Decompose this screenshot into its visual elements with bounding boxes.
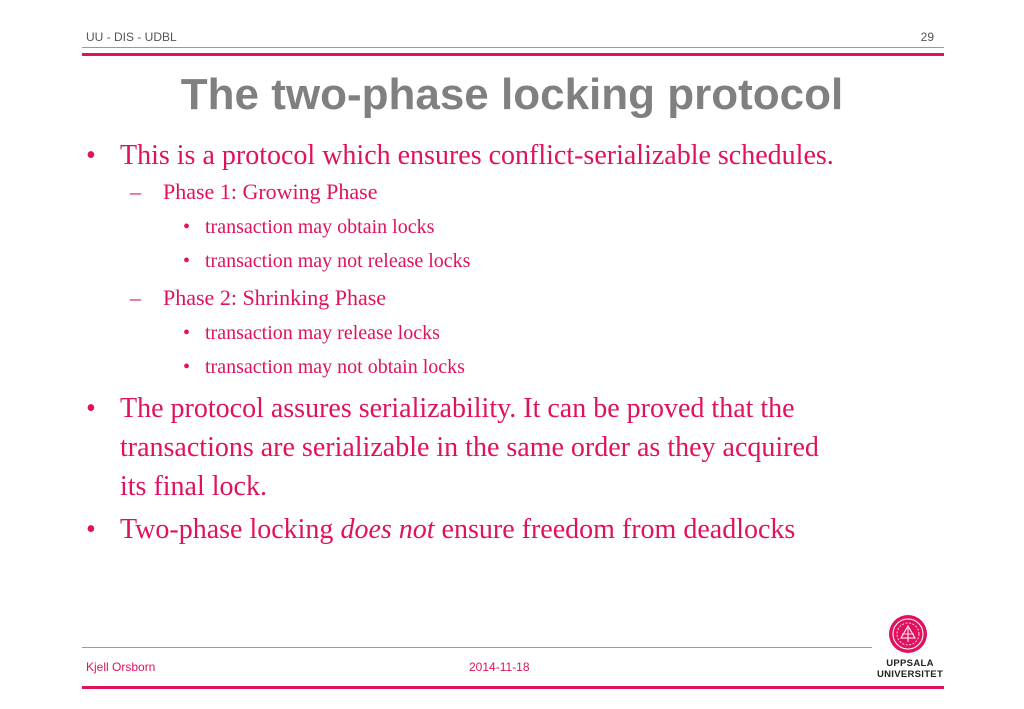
bullet-3: • xyxy=(86,514,96,545)
university-name xyxy=(870,658,950,680)
phase-1-label: Phase 1: Growing Phase xyxy=(163,179,378,204)
footer-author: Kjell Orsborn xyxy=(86,660,156,674)
dash-phase-2: – xyxy=(130,285,141,310)
sub-bullet-1a: • xyxy=(183,216,191,238)
university-seal-icon xyxy=(888,614,928,654)
slide-title: The two-phase locking protocol xyxy=(180,70,844,119)
sub-bullet-1b: • xyxy=(183,250,191,272)
header-rule-accent xyxy=(82,53,944,56)
point-3-emphasis: does not xyxy=(340,514,435,545)
dash-phase-1: – xyxy=(130,179,141,204)
sub-bullet-2a: • xyxy=(183,322,191,344)
page-number: 29 xyxy=(920,30,934,44)
footer-rule-accent xyxy=(82,686,944,689)
point-1-text: This is a protocol which ensures conflict-serializable schedules. xyxy=(120,140,834,171)
phase-1-item-2: transaction may not release locks xyxy=(205,250,471,272)
phase-2-label: Phase 2: Shrinking Phase xyxy=(163,285,387,310)
phase-1-item-1: transaction may obtain locks xyxy=(205,216,435,238)
sub-bullet-2b: • xyxy=(183,356,191,378)
point-3-before: Two-phase locking xyxy=(120,514,341,545)
footer-rule-grey xyxy=(82,647,872,648)
bullet-2: • xyxy=(86,393,96,424)
university-name-line-1: UPPSALA xyxy=(886,658,934,669)
point-3-after: ensure freedom from deadlocks xyxy=(434,514,796,545)
header-course: UU - DIS - UDBL xyxy=(86,30,177,44)
point-2-line-2: transactions are serializable in the same order as they acquired xyxy=(120,432,819,463)
footer-date: 2014-11-18 xyxy=(469,660,530,674)
bullet-1: • xyxy=(86,140,96,171)
point-2-line-1: The protocol assures serializability. It can be proved that the xyxy=(120,393,795,424)
header-rule-grey xyxy=(82,47,944,48)
phase-2-item-1: transaction may release locks xyxy=(205,322,440,344)
point-3-text xyxy=(120,510,930,549)
university-name-line-2: UNIVERSITET xyxy=(876,669,944,680)
point-2-line-3: its final lock. xyxy=(120,471,267,502)
phase-2-item-2: transaction may not obtain locks xyxy=(205,356,465,378)
